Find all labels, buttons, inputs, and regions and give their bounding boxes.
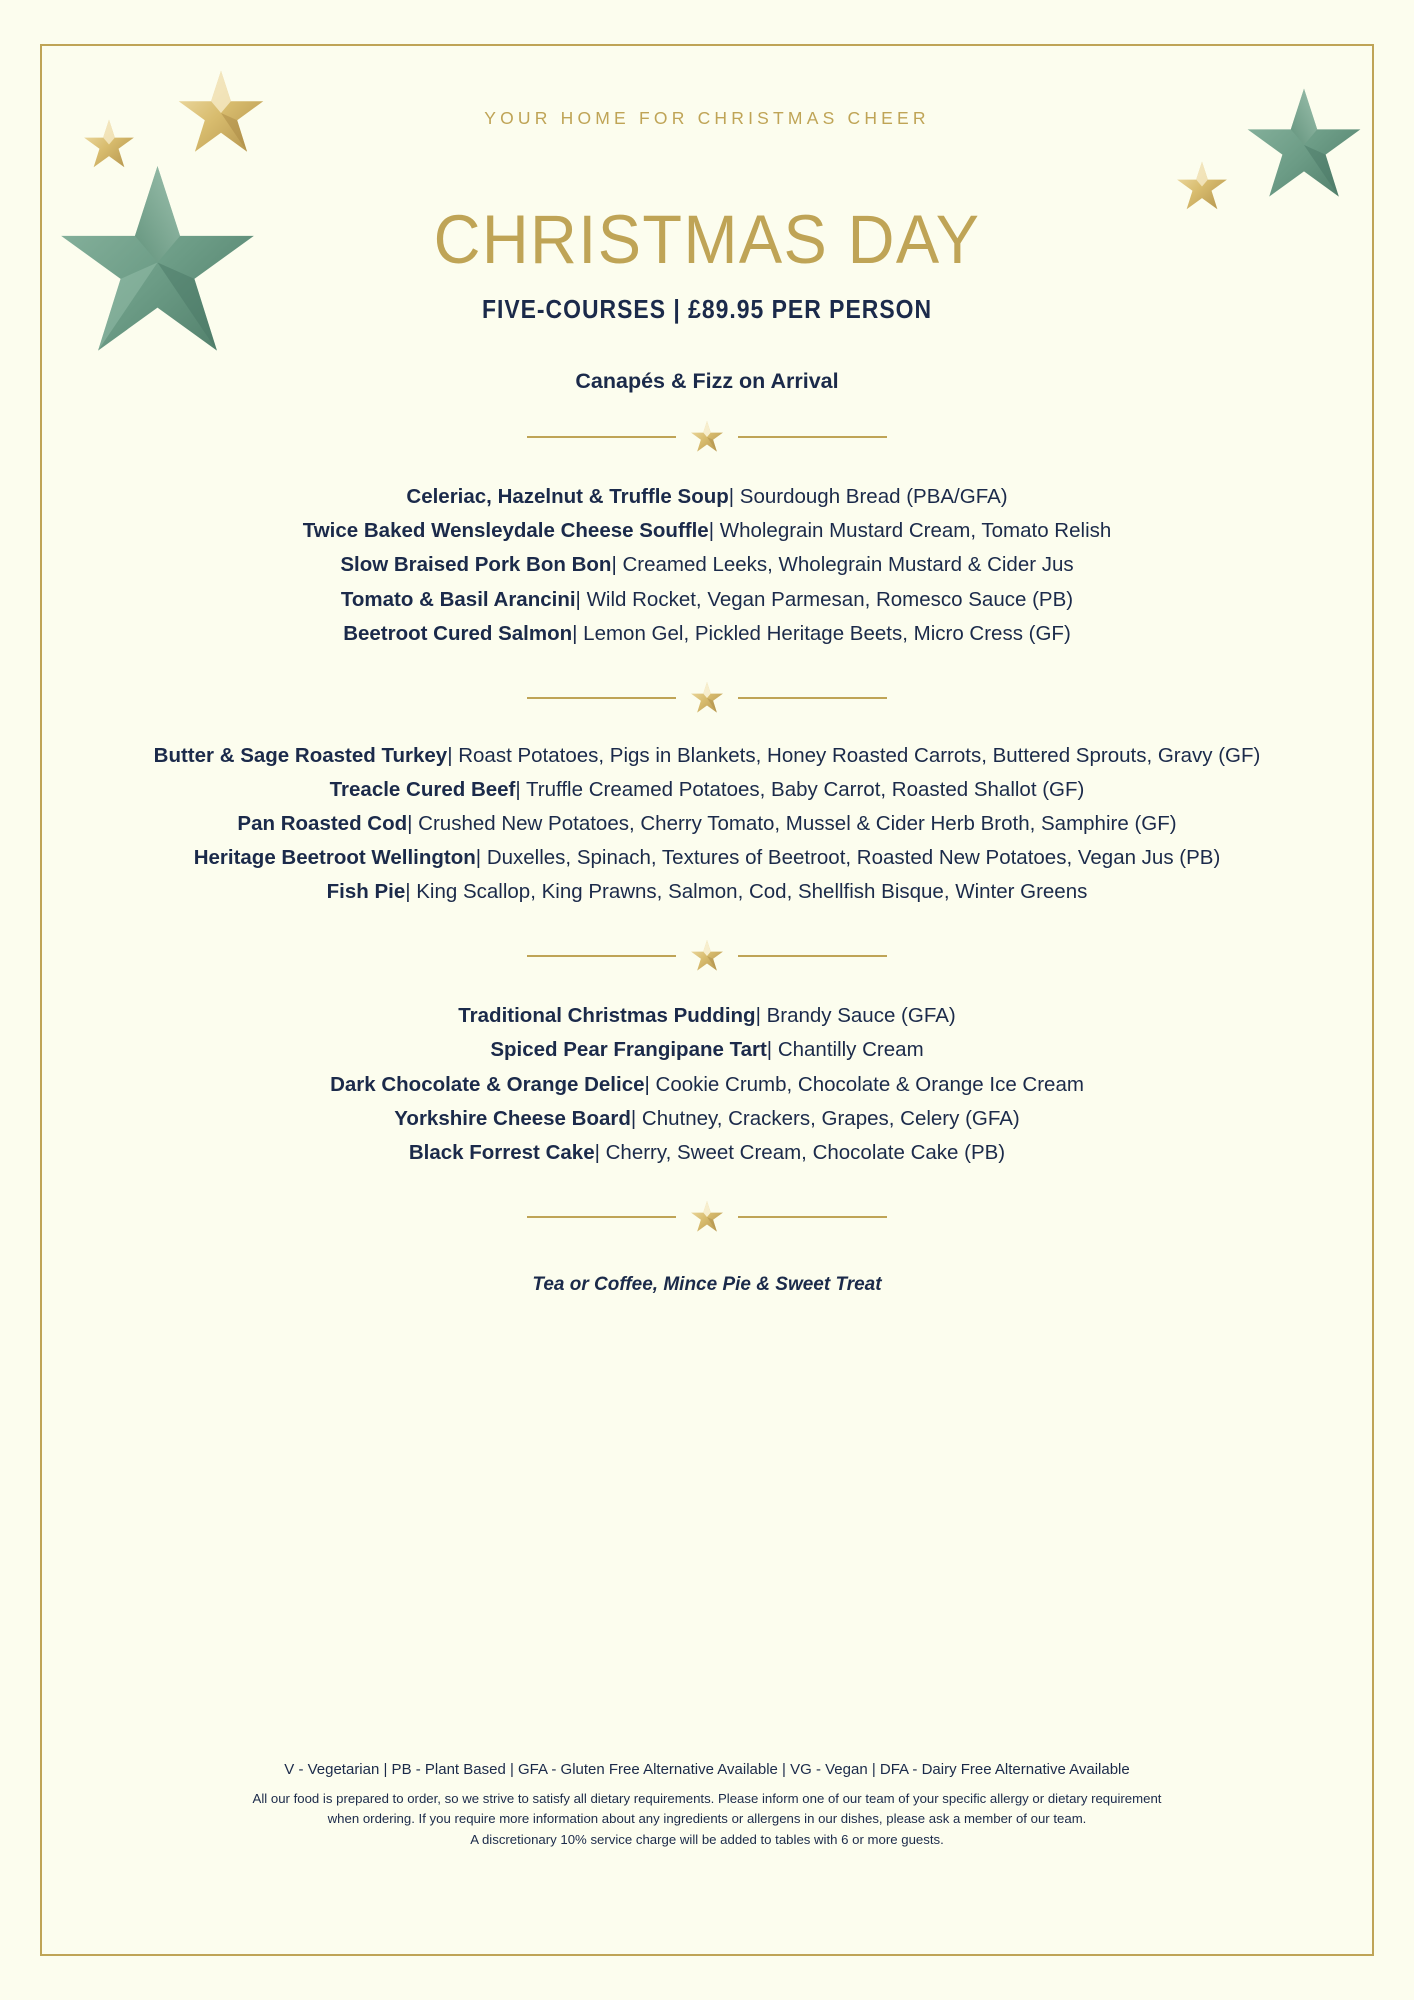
divider-rule-right — [738, 436, 887, 438]
dish-name: Slow Braised Pork Bon Bon — [340, 553, 612, 577]
menu-item — [120, 875, 1294, 909]
dish-description: | Crushed New Potatoes, Cherry Tomato, Mussel & Cider Herb Broth, Samphire (GF) — [407, 812, 1177, 836]
menu-item — [120, 514, 1294, 548]
dish-description: | Wholegrain Mustard Cream, Tomato Relish — [708, 519, 1112, 543]
footer — [0, 1759, 1414, 1850]
divider-rule-left — [527, 697, 676, 699]
price-subtitle: FIVE-COURSES | £89.95 PER PERSON — [481, 296, 933, 324]
dish-name: Pan Roasted Cod — [237, 812, 408, 836]
page-title: CHRISTMAS DAY — [433, 201, 981, 278]
menu-item — [120, 1068, 1294, 1102]
divider-rule-right — [738, 1216, 887, 1218]
dish-description: | Sourdough Bread (PBA/GFA) — [728, 485, 1008, 508]
divider-star-icon — [690, 681, 724, 715]
menu-item — [120, 807, 1294, 841]
menu-item — [120, 548, 1294, 582]
menu-item — [120, 583, 1294, 617]
dish-description: | Cookie Crumb, Chocolate & Orange Ice Cream — [644, 1072, 1084, 1096]
divider-rule-right — [738, 955, 887, 957]
dish-name: Traditional Christmas Pudding — [458, 1004, 756, 1028]
tea-coffee-line: Tea or Coffee, Mince Pie & Sweet Treat — [532, 1274, 882, 1296]
divider-rule-left — [527, 955, 676, 957]
dish-description: | Brandy Sauce (GFA) — [755, 1004, 956, 1028]
dish-description: | Roast Potatoes, Pigs in Blankets, Honey Roasted Carrots, Buttered Sprouts, Gravy (GF) — [447, 744, 1261, 768]
section-divider — [527, 939, 887, 973]
dish-name: Black Forrest Cake — [408, 1141, 595, 1165]
dish-description: | Chantilly Cream — [766, 1038, 924, 1062]
menu-item — [120, 617, 1294, 651]
dish-name: Twice Baked Wensleydale Cheese Souffle — [302, 519, 709, 543]
menu-item — [120, 1033, 1294, 1067]
menu-item — [120, 1102, 1294, 1136]
dish-name: Celeriac, Hazelnut & Truffle Soup — [406, 485, 729, 508]
menu-item — [120, 739, 1294, 773]
dish-name: Fish Pie — [326, 880, 406, 904]
dish-name: Heritage Beetroot Wellington — [193, 846, 476, 870]
disclaimer-line-1: All our food is prepared to order, so we strive to satisfy all dietary requirements. Please inform one of our team of your specific allergy or dietary requirement — [252, 1790, 1162, 1806]
dish-description: | Chutney, Crackers, Grapes, Celery (GFA) — [630, 1106, 1020, 1130]
disclaimer-line-2: when ordering. If you require more information about any ingredients or allergens in our dishes, please ask a member of our team. — [327, 1811, 1087, 1827]
disclaimer-line-3: A discretionary 10% service charge will be added to tables with 6 or more guests. — [470, 1831, 944, 1847]
menu-item — [120, 999, 1294, 1033]
divider-star-icon — [690, 939, 724, 973]
dish-name: Yorkshire Cheese Board — [394, 1106, 631, 1130]
section-divider — [527, 681, 887, 715]
divider-star-icon — [690, 1200, 724, 1234]
dish-name: Dark Chocolate & Orange Delice — [330, 1072, 645, 1096]
menu-item — [120, 480, 1294, 514]
divider-rule-right — [738, 697, 887, 699]
menu-item — [120, 773, 1294, 807]
divider-rule-left — [527, 1216, 676, 1218]
dish-description: | Creamed Leeks, Wholegrain Mustard & Cider Jus — [611, 553, 1074, 577]
desserts-list — [120, 973, 1294, 1170]
dish-description: | Cherry, Sweet Cream, Chocolate Cake (PB) — [594, 1141, 1006, 1165]
mains-list — [120, 715, 1294, 909]
dish-name: Treacle Cured Beef — [329, 778, 516, 802]
starters-list — [120, 454, 1294, 651]
dish-description: | King Scallop, King Prawns, Salmon, Cod, Shellfish Bisque, Winter Greens — [405, 880, 1088, 904]
dish-name: Beetroot Cured Salmon — [343, 621, 573, 645]
dish-description: | Lemon Gel, Pickled Heritage Beets, Micro Cress (GF) — [572, 621, 1071, 645]
dish-name: Spiced Pear Frangipane Tart — [490, 1038, 767, 1062]
dish-description: | Wild Rocket, Vegan Parmesan, Romesco Sauce (PB) — [575, 587, 1074, 611]
divider-rule-left — [527, 436, 676, 438]
divider-star-icon — [690, 420, 724, 454]
menu-item — [120, 1136, 1294, 1170]
dish-name: Butter & Sage Roasted Turkey — [153, 744, 448, 768]
section-divider — [527, 420, 887, 454]
dish-name: Tomato & Basil Arancini — [340, 587, 576, 611]
canapes-heading: Canapés & Fizz on Arrival — [575, 369, 839, 393]
section-divider — [527, 1200, 887, 1234]
dietary-legend: V - Vegetarian | PB - Plant Based | GFA - Gluten Free Alternative Available | VG - Vegan | DFA - Dairy Free Alternative Available — [284, 1761, 1130, 1779]
dish-description: | Truffle Creamed Potatoes, Baby Carrot, Roasted Shallot (GF) — [515, 778, 1085, 802]
tagline: YOUR HOME FOR CHRISTMAS CHEER — [484, 108, 930, 128]
dish-description: | Duxelles, Spinach, Textures of Beetroot, Roasted New Potatoes, Vegan Jus (PB) — [475, 846, 1221, 870]
menu-item — [120, 841, 1294, 875]
